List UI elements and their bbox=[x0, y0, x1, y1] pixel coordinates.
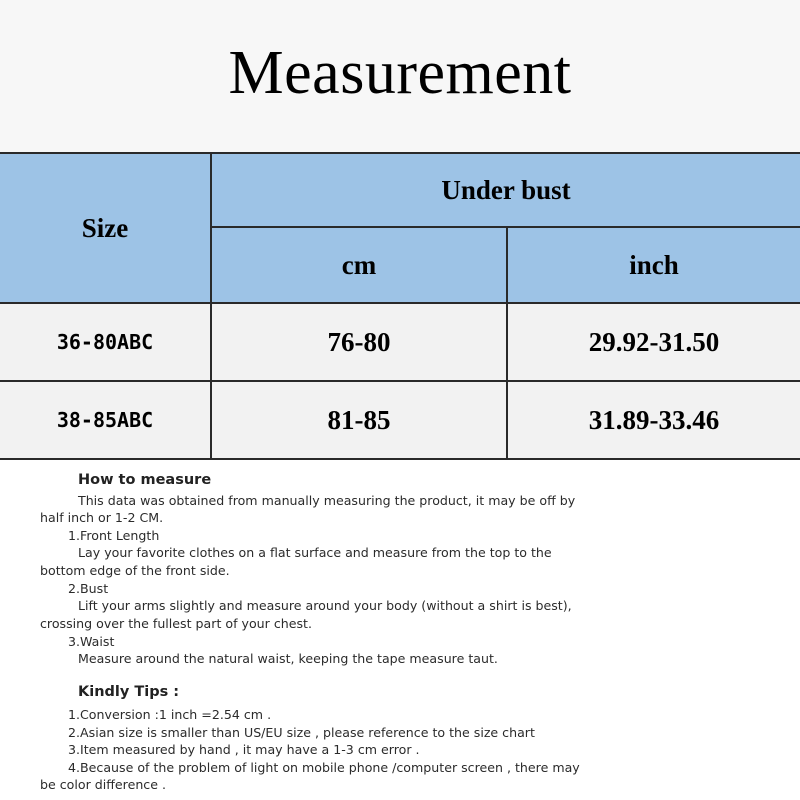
waist-title: 3.Waist bbox=[68, 634, 115, 649]
page-title: Measurement bbox=[0, 0, 800, 152]
waist-text: Measure around the natural waist, keeping the tape measure taut. bbox=[78, 651, 498, 666]
tip-item: 4.Because of the problem of light on mobile phone /computer screen , there may bbox=[68, 760, 580, 775]
tip-item: 1.Conversion :1 inch =2.54 cm . bbox=[68, 707, 272, 722]
measurement-notes bbox=[0, 464, 800, 800]
front-length-text: Lay your favorite clothes on a flat surface and measure from the top to the bbox=[78, 545, 552, 560]
under-bust-header: Under bust bbox=[211, 153, 800, 227]
table-row bbox=[0, 303, 800, 381]
tip-item: be color difference . bbox=[40, 777, 166, 792]
cm-cell: 81-85 bbox=[211, 381, 507, 459]
cm-cell: 76-80 bbox=[211, 303, 507, 381]
bust-title: 2.Bust bbox=[68, 581, 109, 596]
table-row bbox=[0, 381, 800, 459]
size-column-header: Size bbox=[0, 153, 211, 303]
tip-item: 2.Asian size is smaller than US/EU size , please reference to the size chart bbox=[68, 725, 535, 740]
bust-text: Lift your arms slightly and measure around your body (without a shirt is best), bbox=[78, 598, 572, 613]
front-length-text: bottom edge of the front side. bbox=[40, 563, 230, 578]
size-chart-table bbox=[0, 152, 800, 460]
bust-text: crossing over the fullest part of your chest. bbox=[40, 616, 313, 631]
how-to-measure-heading: How to measure bbox=[78, 472, 212, 488]
tip-item: 3.Item measured by hand , it may have a 1-3 cm error . bbox=[68, 742, 420, 757]
intro-line: This data was obtained from manually measuring the product, it may be off by bbox=[78, 493, 576, 508]
inch-column-header: inch bbox=[507, 227, 800, 303]
intro-line: half inch or 1-2 CM. bbox=[40, 510, 164, 525]
table-header-row bbox=[0, 153, 800, 227]
size-cell: 36-80ABC bbox=[0, 303, 211, 381]
inch-cell: 31.89-33.46 bbox=[507, 381, 800, 459]
front-length-title: 1.Front Length bbox=[68, 528, 160, 543]
size-cell: 38-85ABC bbox=[0, 381, 211, 459]
cm-column-header: cm bbox=[211, 227, 507, 303]
kindly-tips-heading: Kindly Tips : bbox=[78, 684, 180, 700]
inch-cell: 29.92-31.50 bbox=[507, 303, 800, 381]
